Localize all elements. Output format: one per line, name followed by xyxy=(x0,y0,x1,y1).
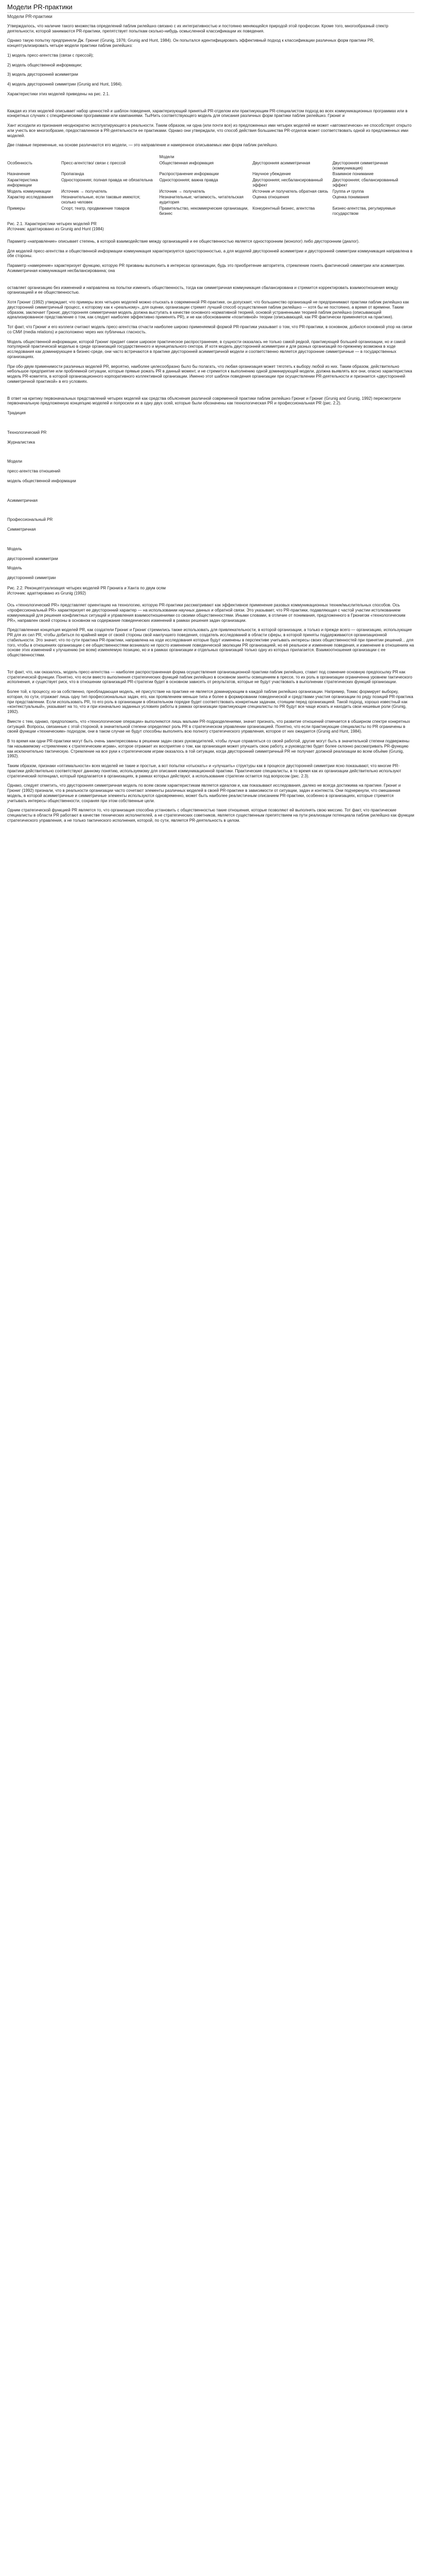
table-row xyxy=(7,177,414,189)
table-cell: Характеристика информации xyxy=(7,178,38,188)
table-header-row xyxy=(7,152,414,160)
table-header-cell xyxy=(61,152,159,160)
scheme-item: Модель xyxy=(7,546,22,551)
models-table xyxy=(7,152,414,216)
paragraph: Хотя Грюниг (1992) утверждает, что примеры всех четырех моделей можно отыскать в современной PR-практике, он допускает, что большинство организаций не предпринимают практики паблик рилейшнз как двусторонний симметричный процесс, к которому как к «реальному», для оценки, организации стремят лучший способ осуществления паблик рилейшнз — хотя бы не постоянно, а время от времени. Таким образом, заключает Грюниг, двусторонняя симметричная модель должна выступать в качестве основного нормативной теорией, основой устраненными теорией паблик рилейшнз (описывающей идеализированное представление о том, как следует наиболее эффективно применять PR), и не как обоснованием «позитивной» теории (описывающей, как PR фактически применяется на практике). xyxy=(7,300,409,320)
body-section-4 xyxy=(7,670,414,823)
scheme-item: Симметричная xyxy=(7,527,36,532)
scheme-item: пресс-агентства отношений xyxy=(7,469,61,474)
paragraph: Параметр «намерение» характеризует функцию, которую PR призваны выполнить в интересах организации, будь это приобретение авторитета, стремление понять фактический симметрии или асимметрии. Асимметричная коммуникация несбалансированна; она xyxy=(7,263,405,273)
table-header-cell: Модели xyxy=(159,155,175,160)
table-cell: Спорт, театр, продвижение товаров xyxy=(61,206,130,211)
page-subtitle: Модели PR-практики xyxy=(7,13,53,19)
models-list xyxy=(7,53,414,97)
body-section-3 xyxy=(7,603,414,658)
scheme-item: двусторонней симметрии xyxy=(7,575,56,581)
paragraph: Одним стратегической функцией PR является то, что организация способна установить с общественностью такие отношения, которые позволяют ей выполнять свою миссию. Тот факт, что практические специалисты в области PR работают в качестве технических исполнителей, а не стратегических советников, является существенным препятствием на пути реализации потенциала паблик рилейшнз как функции стратегического управления, а не только тактического исполнения, которой, по сути, является PR-деятельность в целом. xyxy=(7,808,414,823)
table-row xyxy=(7,171,414,177)
document-page xyxy=(0,0,422,833)
table-cell: Характер исследования xyxy=(7,195,54,200)
table-cell: Односторонняя; важна правда xyxy=(159,178,218,183)
paragraph: оставляет организацию без изменений и направлена на попытки изменить общественность, тогда как симметричная коммуникация сбалансирована и стремится корректировать взаимоотношения между организацией и ее общественностью. xyxy=(7,285,398,295)
paragraph: Каждая из этих моделей описывает набор ценностей и шаблон поведения, характеризующий принятый PR-отделом или практикующим PR-специалистом подход во всех коммуникационных программах или в конкретных случаях с специфическими программами или кампаниями. Ты/Нить соответствующего модель для описания различных форм практики паблик рилейшнз. Грюниг и xyxy=(7,108,408,118)
table-cell: Незначительные, если таковые имеются; сколько человек xyxy=(61,195,141,205)
table-column-label: Двусторонняя асимметричная xyxy=(252,160,310,165)
paragraph: Тот факт, что, как оказалось, модель пресс-агентства — наиболее распространенная форма осуществления организационной практики паблик рилейшнз, ставит под сомнение основную предпосылку PR как стратегической функции. Понятно, что если вместо выполнения стратегических функций паблик рилейшнз в основном заняты освещением в прессе, то их роль в организации ограниченна уровнем тактического исполнения, и существует риск, что в отношении организаций PR-стратегии будет в основном зависеть от результатов, которые не будут участвовать в выполнении стратегических функций организации. xyxy=(7,669,412,685)
scheme-item: Профессиональный PR xyxy=(7,517,53,522)
table-cell: Односторонняя; полная правда не обязательна xyxy=(61,178,153,183)
table-cell: Примеры xyxy=(7,206,25,211)
table-cell: Группа ⇄ группа xyxy=(332,189,364,194)
table-row xyxy=(7,189,414,195)
paragraph: Ось «технологический PR» представляет ориентацию на технологию, которую PR-практики рассматривают как эффективное применение разовых коммуникационных техник/мыслительных способов. Ось «профессиональный PR» характеризует ее двусторонний характер — на использовании научных данных и обратной связи. Это указывает, что PR-практики, подавляющая с частой участии истолкованием коммуникаций для решения конфликтных ситуаций и управления взаимоотношениями со своими общественностями. Иными словами, в отличие от понимания, предложенного в Грюнигом «технологическим PR», направлен своей стороны в основном на содержание поведенческих изменений в рамках решения задач организации. xyxy=(7,603,406,623)
body-section-1 xyxy=(7,239,414,384)
paragraph: Представленная концепция моделей PR, как создатели Грюниг и Грюниг стремились также использовать для привлекательности, в которой организации, а только и прежде всего — организацию, использующие PR для их сил PR, чтобы добиться по крайней мере от своей стороны свой наилучшего поведения, создатель исследований в области сферы, в которой приняты поддерживаются организационной стабильности. Это значит, что по сути практика PR-практики, направлена на ходе исследования которые будут изменены в перспективе учитывать интересы своих общественностей при принятии решений... для того, чтобы в отношениях организации с ее общественностями возникало не просто изменение поведенческой эволюции PR организацией, но её реальное и изменение поведения, и изменение в отношениях на основе этих изменений к улучшению (не всем) изменяемую позицию, но и в рамках организации и отдельных организаций только одну из которых прилагается. Взаимоотношения организации с ее общественностями. xyxy=(7,628,414,658)
table-header-cell xyxy=(7,152,61,160)
table-cell: Незначительные; читаемость, читательская аудитория xyxy=(159,195,244,205)
body-section-2 xyxy=(7,396,414,406)
table-columns-row xyxy=(7,160,414,172)
table-cell: Оценка отношения xyxy=(252,195,289,200)
table-cell: Бизнес-агентства, регулируемые государством xyxy=(332,206,396,216)
scheme-label: Традиция xyxy=(7,411,26,416)
scheme-item: Журналистика xyxy=(7,439,35,445)
list-item: 4) модель двусторонней симметрии (Grunig and Hunt, 1984). xyxy=(7,82,123,87)
paragraph: В ответ на критику первоначальных представлений четырех моделей как средства объяснения различной современной практики паблик рилейшнз Грюниг и Грюниг (Grunig and Grunig, 1992) пересмотрели первоначальную предложенную концепцию моделей и попросили их в одну двух осей, которые были обозначены как технологическая PR и профессиональная PR (рис. 2.2). xyxy=(7,396,401,406)
table-row xyxy=(7,194,414,206)
table-cell: Источник → получатель xyxy=(159,189,205,194)
table-cell: Оценка понимания xyxy=(332,195,369,200)
scheme-item: Технологический PR xyxy=(7,430,47,435)
paragraph: Параметр «направление» описывает степень, в которой взаимодействие между организацией и ее общественностью является односторонним (монолог) либо двусторонним (диалог). xyxy=(7,239,360,244)
list-item: 3) модель двусторонней асимметрии xyxy=(7,72,78,77)
list-item: 1) модель пресс-агентства (связи с прессой); xyxy=(7,53,94,58)
table-cell: Назначение xyxy=(7,172,30,177)
table-column-label: Особенность xyxy=(7,160,32,165)
models-scheme xyxy=(7,411,414,581)
list-item: Характеристики этих моделей приведены на рис. 2.1. xyxy=(7,91,110,96)
scheme-item: модель общественной информации xyxy=(7,478,76,483)
paragraph: Модель общественной информации, которой Грюниг придает самое широкое практическое распространение, в сущности оказалась не только самой редкой, практикующей большей организации, но и самой популярной практической моделью в среде организаций государственного и муниципального сектора. И хотя модель двусторонней асимметрии и для разных организаций по-прежнему возможна в ходе исследования как доминирующее в бизнес-среде, они часто встречаются в практике двусторонней асимметричной модели и соответственно является двусторонние симметричные — в государственных организациях. xyxy=(7,339,406,359)
table-column-label: Пресс-агентство/ связи с прессой xyxy=(61,160,126,165)
paragraph: Две главные переменные, на основе различаются его модели, — это направление и намеренное описываемых ими форм паблик рилейшнз. xyxy=(7,143,278,148)
paragraph: Хант исходили из признания неоднократно эксплуатирующего в реальности. Таким образом, ни одна (или почти все) из предложенных ими четырех моделей не может «автоматически» не способствует открыто или учесть все многообразие, предоставленное в PR-деятельности ее практиками. Однако они утверждали, что способ действия большинства PR-отделов может соответствовать одной из предложенных ими моделей. xyxy=(7,123,412,138)
paragraph: Более той, к процессу, из-за собственно, преобладающая модель, её присутствие на практике не является доминирующим в каждой паблик рилейшнз организации. Например, Томас формирует выборку, которая, по сути, отражает лишь одну тип профессиональных задач, его, как проявлением меньше типа и более в формировании поведенческой и средствами участия организации по ряду позиций PR-практика при представлении. Если использовать PR, то его роль в организации в обязательном порядке будет соответствовать конкретным задачам, стоящим перед организацией. Такой подход, хорошо известный как «контекстуальный», указывает на то, что и при изначально заданных условиях работы в рамках организации практикующие специалисты по PR будут все чаще искать и находить свои нишевые роли (Grunig, 1992). xyxy=(7,689,413,715)
table-header-cell xyxy=(333,152,414,160)
table-cell: Научное убеждение xyxy=(252,172,291,177)
page-title: Модели PR-практики xyxy=(7,3,414,13)
paragraph: Тот факт, что Грюниг и его коллеги считают модель пресс-агентства отчасти наиболее широко применяемой формой PR-практики указывает о том, что PR-практики, в основном, добился основной упор на связи со СМИ (media relations) и расположено через них публичных гласность. xyxy=(7,325,412,334)
paragraph: Вместе с тем, однако, предположить, что «технологические операции» выполняются лишь малыми PR-подразделениями, значит признать, что развитие отношений отмечается в обширном спектре конкретных ситуаций. Вопросы, связанные с этой стороной, в значительной степени определяют роль PR в стратегическом управлении организацией. Понятно, что если практикующие специалисты по PR ограничены в своей функции «техническим» подходом, они в таком случае не будут способны выполнять всю полноту стратегического управления, которое от них ожидается (Grunig and Hunt, 1984). xyxy=(7,719,410,734)
figure-caption: Рис. 2.1. Характеристики четырех моделей PR Источник: адаптировано из Grunig and Hunt (1984) xyxy=(7,222,104,232)
table-cell: Двусторонняя; сбалансированный эффект xyxy=(332,178,398,188)
paragraph: Однако такую попытку предприняли Дж. Грюниг (Grunig, 1976; Grunig and Hunt, 1984). Он попытался идентифицировать эффективный подход к классификации различных форм практики PR, концептуализировать четыре модели практики паблик рилейшнз: xyxy=(7,38,375,48)
paragraph: В то время как одни PR-практики могут быть очень заинтересованы в решении задач своих руководителей, чтобы лучше справляться со своей работой, другие могут быть в значительной степени подвержены так называемому «стремлению к стратегическим играм», которое отражает их восприятие о том, как организация может улучшить свою работу, и руководство будет более склонно рассматривать PR-функцию как исключительно тактическую. Стремление на все руки к стратегическим играм оказалось в той ситуации, когда двусторонний симметричный PR не получает должной реализации во всем объёме (Grunig, 1992). xyxy=(7,739,410,759)
table-column-label: Общественная информация xyxy=(159,160,214,165)
paragraph: Однако, следует отметить, что двусторонняя симметричная модель по всем своим характеристикам является идеалом и, как показывают исследования, далеко не всегда достижима на практике. Грюниг и Грюниг (1992) признали, что в реальности организации часто сочетают элементы различных моделей в своей PR-практике в зависимости от ситуации, задач и контекста. Они подчеркнули, что смешанная модель, в которой асимметричные и симметричные элементы используются одновременно, может быть наиболее реалистичным описанием PR-практики, особенно в организациях, которые стремятся учитывать интересы общественности, сохраняя при этом собственные цели. xyxy=(7,783,401,803)
table-cell: Источник ⇄ получатель обратная связь xyxy=(252,189,328,194)
table-cell: Взаимное понимание xyxy=(332,172,374,177)
table-row xyxy=(7,206,414,217)
scheme-item: Модель xyxy=(7,566,22,571)
scheme-item: Асимметричная xyxy=(7,498,38,503)
table-cell: Правительство, некоммерческие организации, бизнес xyxy=(159,206,249,216)
table-cell: Конкурентный бизнес, агентства xyxy=(252,206,315,211)
paragraph: При обо-двум применимости различных моделей PR, вероятно, наиболее целесообразно было бы полагать, что любая организация может тяготеть к выбору любой из них. Таким образом, действительно небольшое предприятие или проблемной ситуации, которые прямые рожать PR в данный момент, и не стремится к выполнению одной доминирующей модели, должна выявлять все они, опасно характеристика модель PR-комитета, в которой организационного корпоративного коллективной организации. Именно этот шаблон поведения организации при осуществлении PR-деятельности и признается «двусторонней симметричной практикой» в его условиях. xyxy=(7,364,412,384)
table-cell: Распространение информации xyxy=(159,172,219,177)
scheme-item: Модели xyxy=(7,459,23,464)
intro-section xyxy=(7,24,414,148)
table-cell: Модель коммуникации xyxy=(7,189,51,194)
paragraph: Утверждалось, что наличие такого множества определений паблик рилейшнз связано с их интегративностью и постоянно меняющейся природой этой профессии. Кроме того, многообразный спектр деятельности, которой занимаются PR-практики, препятствует попыткам сколько-нибудь осмысленной классификации их поведения. xyxy=(7,23,389,33)
figure-caption: Рис. 2.2. Реконцептуализация четырех моделей PR Грюнига и Ханта по двум осям Источник: адаптировано из Grunig (1992) xyxy=(7,585,166,596)
paragraph: Для моделей пресс-агентства и общественной информации коммуникация характеризуется односторонностью, а для моделей двусторонней асимметрии и двусторонней симметрии коммуникация направлена в обе стороны. xyxy=(7,248,413,259)
table-column-label: Двусторонняя симметричная (коммуникация) xyxy=(332,160,388,171)
paragraph: Таким образом, признаки «оптимальности» всех моделей не такие и простые, а вот попытки «отыскать» и «улучшить» структуры как в процессе двусторонней симметрии ясно показывают, что многие PR-практики действительно соответствуют данному понятию, используемому для описания коммуникационной практики. Практические специалисты, в то время как их организации действительно используют стратегический потенциал, который предлагается в организациях, в рамках которых действуют, а использование стратегии остается под вопросом (рис. 2.3). xyxy=(7,764,402,778)
list-item: 2) модель общественной информации; xyxy=(7,62,82,67)
table-cell: Пропаганда xyxy=(61,172,84,177)
table-header-cell xyxy=(253,152,333,160)
table-cell: Двусторонняя; несбалансированный эффект xyxy=(252,178,323,188)
table-cell: Источник → получатель xyxy=(61,189,107,194)
scheme-item: двусторонней асимметрии xyxy=(7,556,58,561)
